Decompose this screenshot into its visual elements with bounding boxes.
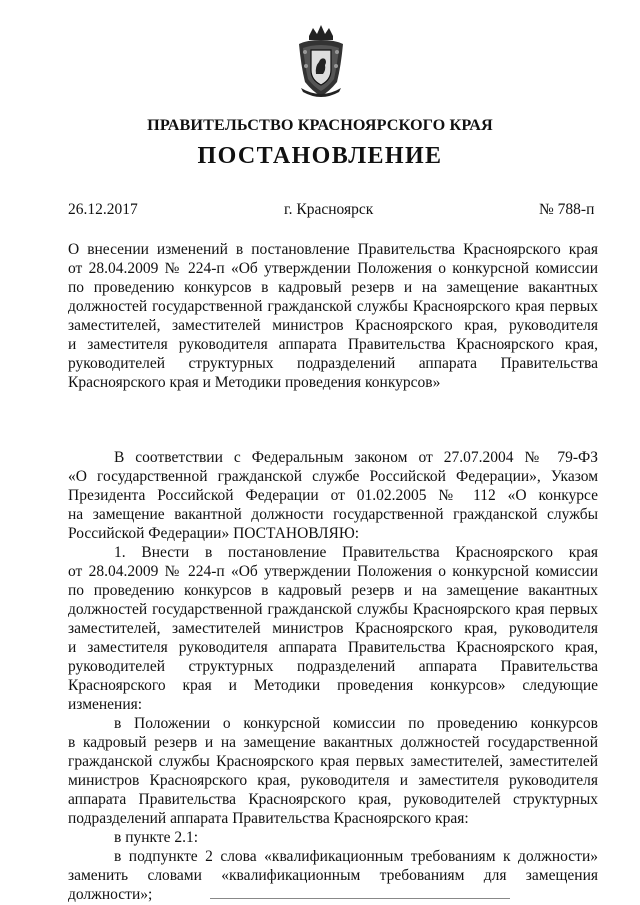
body-line: в кадровый резерв и на замещение вакантных должностей государственной <box>68 734 598 751</box>
body-line: Российской Федерации» ПОСТАНОВЛЯЮ: <box>68 525 360 542</box>
title-line: О внесении изменений в постановление Правительства Красноярского края <box>68 241 598 258</box>
body-line: Президента Российской Федерации от 01.02.2005 № 112 «О конкурсе <box>68 487 598 504</box>
page-bottom-rule <box>210 898 510 899</box>
title-line: Красноярского края и Методики проведения конкурсов» <box>68 374 441 391</box>
body-line: на замещение вакантной должности государственной гражданской службы <box>68 506 598 523</box>
document-city: г. Красноярск <box>284 201 374 218</box>
government-name: ПРАВИТЕЛЬСТВО КРАСНОЯРСКОГО КРАЯ <box>147 116 493 134</box>
body-line: должности»; <box>68 886 153 903</box>
title-line: по проведению конкурсов в кадровый резерв и на замещение вакантных <box>68 279 598 296</box>
body-line: изменения: <box>68 696 143 713</box>
body-line: в Положении о конкурсной комиссии по проведению конкурсов <box>114 715 598 732</box>
body-line: министров Красноярского края, руководителя и заместителя руководителя <box>68 772 598 789</box>
body-line: в пункте 2.1: <box>114 829 199 846</box>
body-line: аппарата Правительства Красноярского края, руководителей структурных <box>68 791 598 808</box>
title-line: заместителей, заместителей министров Красноярского края, руководителя <box>68 317 598 334</box>
title-line: руководителей структурных подразделений аппарата Правительства <box>68 355 598 372</box>
body-line: руководителей структурных подразделений аппарата Правительства <box>68 658 598 675</box>
body-line: Красноярского края и Методики проведения конкурсов» следующие <box>68 677 598 694</box>
body-line: должностей государственной гражданской службы Красноярского края первых <box>68 601 598 618</box>
title-line: должностей государственной гражданской службы Красноярского края первых <box>68 298 598 315</box>
body-line: от 28.04.2009 № 224-п «Об утверждении Положения о конкурсной комиссии <box>68 563 598 580</box>
body-line: по проведению конкурсов в кадровый резерв и на замещение вакантных <box>68 582 598 599</box>
body-line: гражданской службы Красноярского края первых заместителей, заместителей <box>68 753 598 770</box>
document-title <box>68 240 598 392</box>
body-line: В соответствии с Федеральным законом от 27.07.2004 № 79-ФЗ <box>114 449 598 466</box>
body-line: заместителей, заместителей министров Красноярского края, руководителя <box>68 620 598 637</box>
document-number: № 788-п <box>539 201 595 218</box>
title-line: и заместителя руководителя аппарата Правительства Красноярского края, <box>68 336 598 353</box>
body-line: «О государственной гражданской службе Российской Федерации», Указом <box>68 468 598 485</box>
title-line: от 28.04.2009 № 224-п «Об утверждении Положения о конкурсной комиссии <box>68 260 598 277</box>
body-line: заменить словами «квалификационным требованиям для замещения <box>68 867 598 884</box>
body-line: подразделений аппарата Правительства Красноярского края: <box>68 810 469 827</box>
coat-of-arms-icon <box>295 22 347 100</box>
document-body <box>68 448 598 904</box>
body-line: в подпункте 2 слова «квалификационным требованиям к должности» <box>114 848 598 865</box>
body-line: и заместителя руководителя аппарата Правительства Красноярского края, <box>68 639 598 656</box>
body-line: 1. Внести в постановление Правительства Красноярского края <box>114 544 598 561</box>
document-date: 26.12.2017 <box>68 201 138 218</box>
document-type-heading: ПОСТАНОВЛЕНИЕ <box>197 143 443 169</box>
